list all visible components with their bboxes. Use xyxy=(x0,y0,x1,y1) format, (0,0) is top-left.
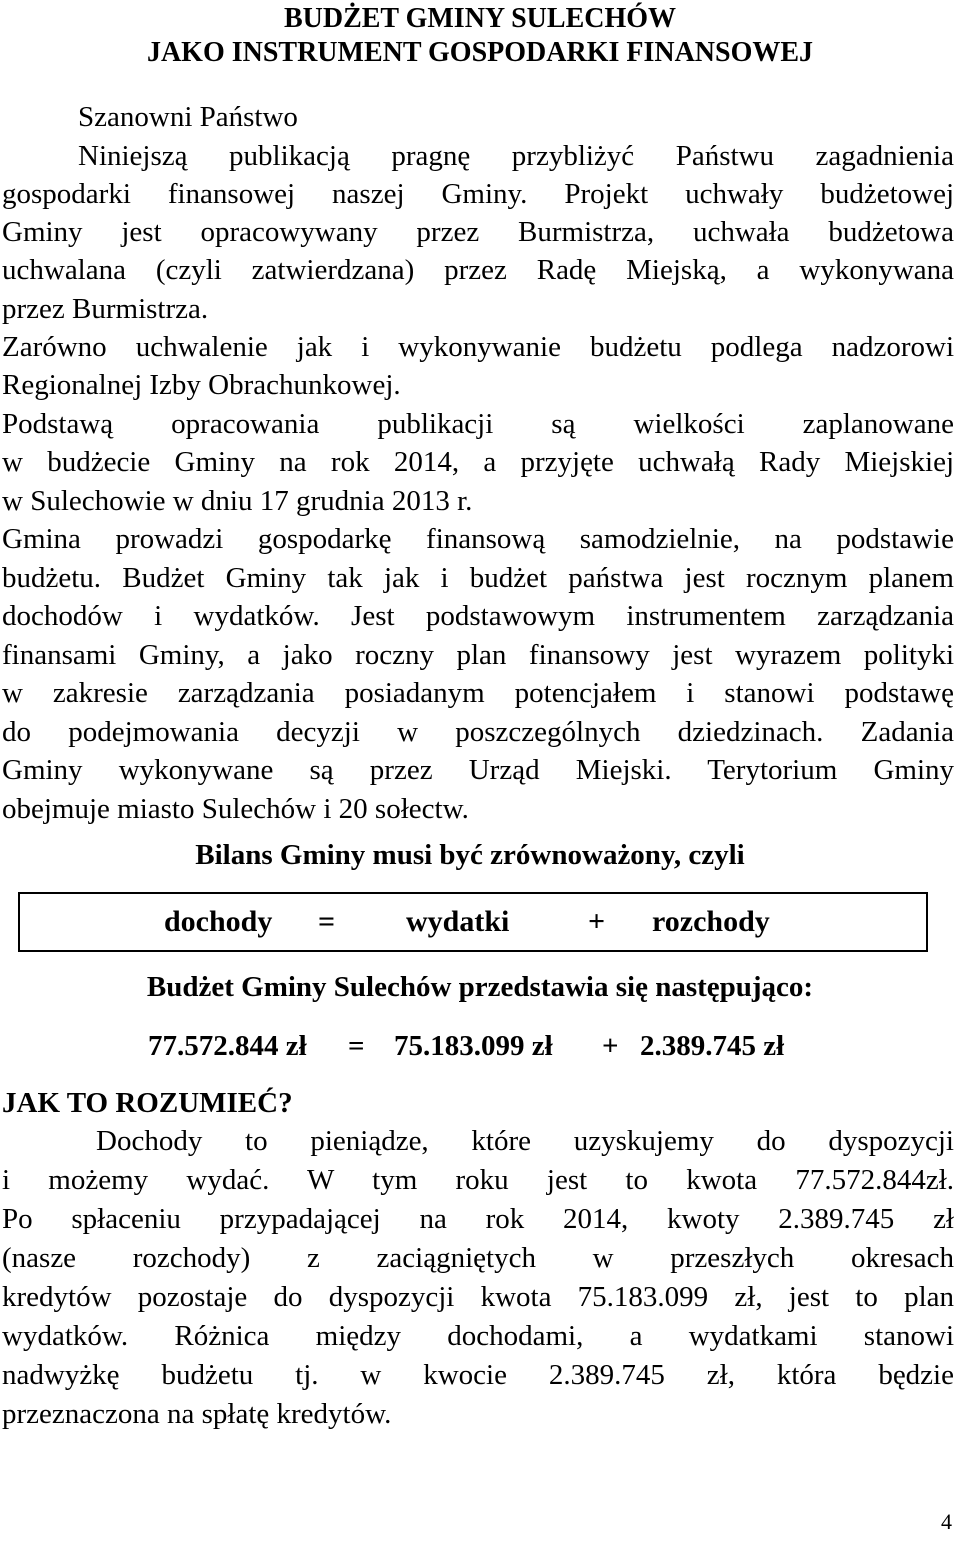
paragraph-line: Gminy wykonywane są przez Urząd Miejski. Terytorium Gminy xyxy=(2,754,954,786)
paragraph-line: finansami Gminy, a jako roczny plan finansowy jest wyrazem polityki xyxy=(2,639,954,671)
paragraph-line: Niniejszą publikacją pragnę przybliżyć Państwu zagadnienia xyxy=(78,140,954,172)
explain-line: Dochody to pieniądze, które uzyskujemy do dyspozycji xyxy=(96,1125,954,1157)
paragraph-line: Podstawą opracowania publikacji są wielkości zaplanowane xyxy=(2,408,954,440)
explain-heading: JAK TO ROZUMIEĆ? xyxy=(2,1087,293,1119)
explain-line: Po spłaceniu przypadającej na rok 2014, kwoty 2.389.745 zł xyxy=(2,1203,954,1235)
paragraph-line: obejmuje miasto Sulechów i 20 sołectw. xyxy=(2,793,469,825)
presentation-heading: Budżet Gminy Sulechów przedstawia się następująco: xyxy=(146,971,814,1003)
greeting: Szanowni Państwo xyxy=(78,101,298,133)
explain-line: kredytów pozostaje do dyspozycji kwota 75.183.099 zł, jest to plan xyxy=(2,1281,954,1313)
explain-line: (nasze rozchody) z zaciągniętych w przeszłych okresach xyxy=(2,1242,954,1274)
paragraph-line: uchwalana (czyli zatwierdzana) przez Radę Miejską, a wykonywana xyxy=(2,254,954,286)
equation-income: 77.572.844 zł xyxy=(148,1030,307,1062)
paragraph-line: do podejmowania decyzji w poszczególnych dziedzinach. Zadania xyxy=(2,716,954,748)
paragraph-line: Gminy jest opracowywany przez Burmistrza, uchwała budżetowa xyxy=(2,216,954,248)
formula-expenses-label: wydatki xyxy=(406,905,510,938)
balance-formula-box xyxy=(18,892,928,952)
paragraph-line: w Sulechowie w dniu 17 grudnia 2013 r. xyxy=(2,485,473,517)
paragraph-line: budżetu. Budżet Gminy tak jak i budżet państwa jest rocznym planem xyxy=(2,562,954,594)
equation-expenses: 75.183.099 zł xyxy=(394,1030,553,1062)
document-title-line-2: JAKO INSTRUMENT GOSPODARKI FINANSOWEJ xyxy=(146,37,814,68)
explain-line: przeznaczona na spłatę kredytów. xyxy=(2,1398,392,1430)
formula-equals-sign: = xyxy=(318,905,336,938)
page-number: 4 xyxy=(941,1509,952,1534)
paragraph-line: Gmina prowadzi gospodarkę finansową samodzielnie, na podstawie xyxy=(2,523,954,555)
explain-line: wydatków. Różnica między dochodami, a wydatkami stanowi xyxy=(2,1320,954,1352)
explain-line: i możemy wydać. W tym roku jest to kwota 77.572.844zł. xyxy=(2,1164,954,1196)
paragraph-line: przez Burmistrza. xyxy=(2,293,209,325)
formula-plus-sign: + xyxy=(588,905,606,938)
paragraph-line: w budżecie Gminy na rok 2014, a przyjęte uchwałą Rady Miejskiej xyxy=(2,446,954,478)
equation-plus-sign: + xyxy=(602,1030,619,1062)
paragraph-line: Regionalnej Izby Obrachunkowej. xyxy=(2,369,401,401)
balance-heading: Bilans Gminy musi być zrównoważony, czyli xyxy=(195,839,745,871)
formula-outgoings-label: rozchody xyxy=(652,905,770,938)
paragraph-line: Zarówno uchwalenie jak i wykonywanie budżetu podlega nadzorowi xyxy=(2,331,954,363)
explain-line: nadwyżkę budżetu tj. w kwocie 2.389.745 zł, która będzie xyxy=(2,1359,954,1391)
formula-income-label: dochody xyxy=(164,905,273,938)
paragraph-line: w zakresie zarządzania posiadanym potencjałem i stanowi podstawę xyxy=(2,677,954,709)
equation-outgoings: 2.389.745 zł xyxy=(640,1030,785,1062)
paragraph-line: gospodarki finansowej naszej Gminy. Projekt uchwały budżetowej xyxy=(2,178,954,210)
paragraph-line: dochodów i wydatków. Jest podstawowym instrumentem zarządzania xyxy=(2,600,954,632)
equation-equals-sign: = xyxy=(348,1030,365,1062)
document-title-line-1: BUDŻET GMINY SULECHÓW xyxy=(283,3,677,34)
